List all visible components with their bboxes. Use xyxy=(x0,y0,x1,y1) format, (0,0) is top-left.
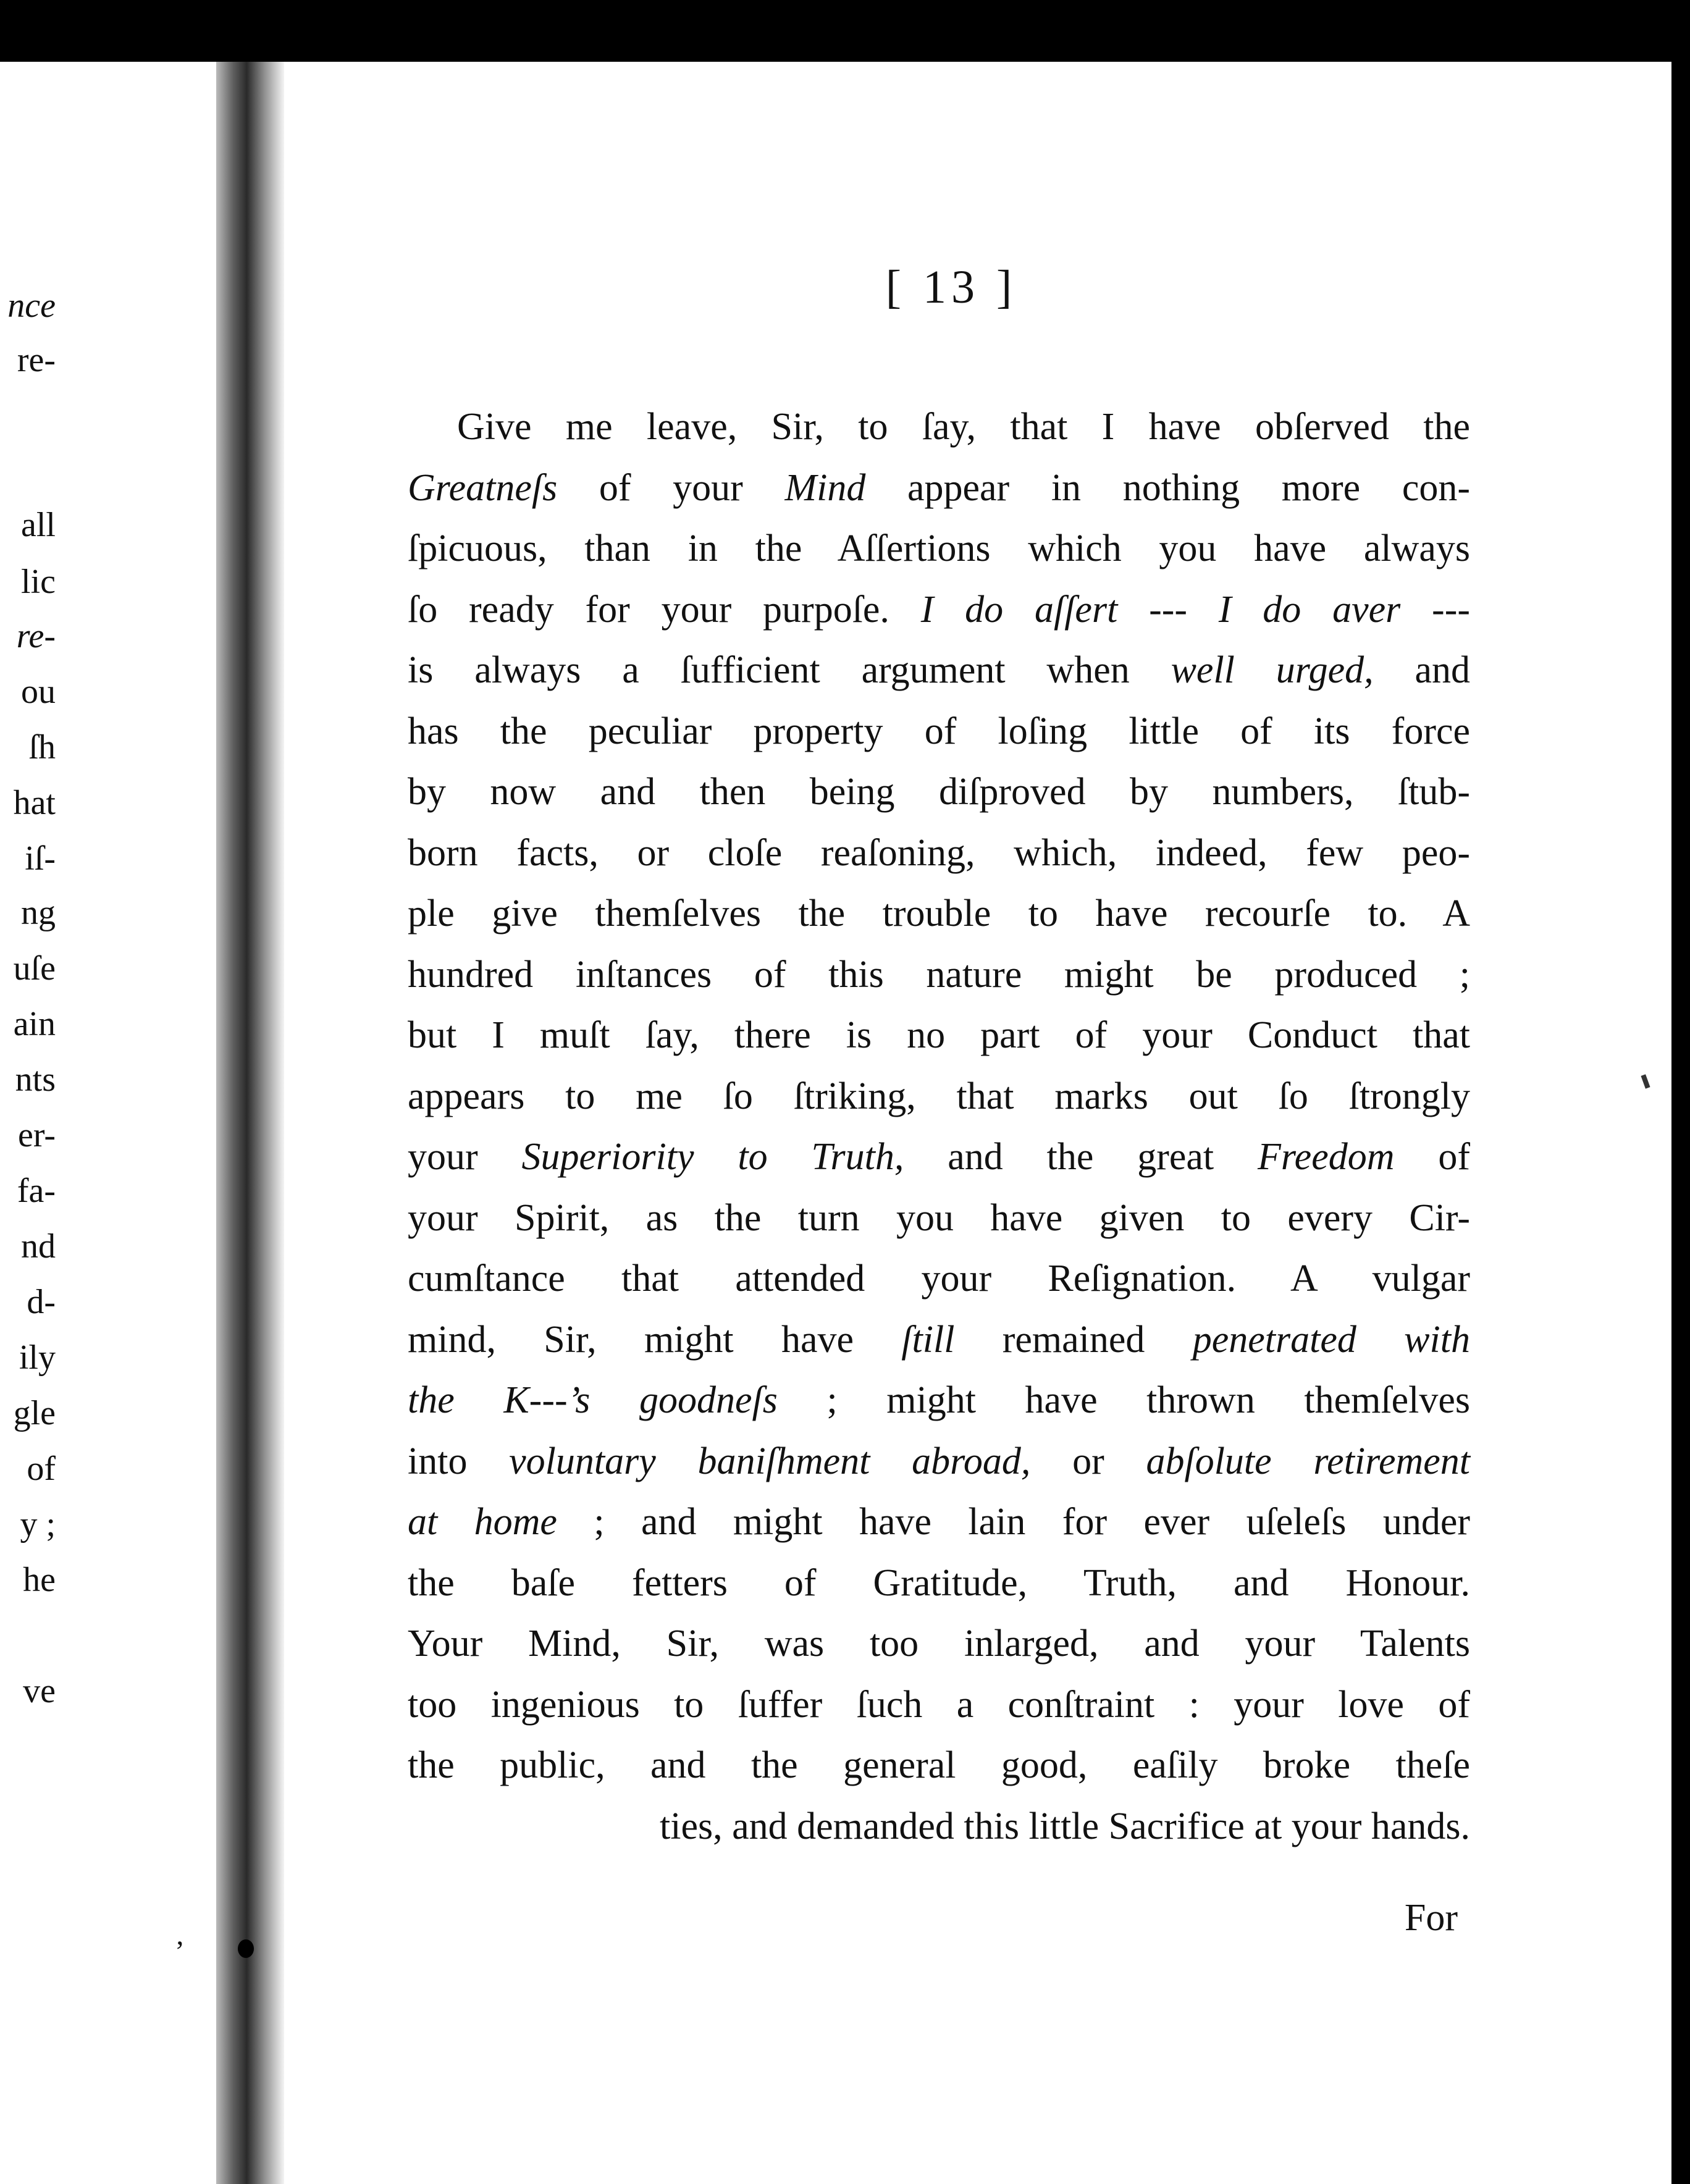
scan-border-top xyxy=(0,0,1690,62)
facing-page-fragment: all xyxy=(21,506,56,544)
text-line xyxy=(408,1188,1470,1249)
text-segment: and the great xyxy=(904,1136,1258,1178)
italic-text: ſtill xyxy=(901,1318,955,1361)
italic-text: well urged, xyxy=(1171,649,1374,691)
text-segment: your Spirit, as the turn you have given to every Cir- xyxy=(408,1196,1470,1239)
text-segment: the baſe fetters of Gratitude, Truth, and Honour. xyxy=(408,1561,1470,1604)
binding-hole xyxy=(238,1939,254,1958)
text-line xyxy=(408,640,1470,701)
text-segment: the public, and the general good, eaſily broke theſe xyxy=(408,1744,1470,1786)
facing-page-fragment: nd xyxy=(21,1227,56,1266)
italic-text: Freedom xyxy=(1257,1136,1395,1178)
text-line xyxy=(408,1613,1470,1674)
text-segment: ple give themſelves the trouble to have recourſe to. A xyxy=(408,892,1470,934)
text-segment: hundred inſtances of this nature might be produced ; xyxy=(408,953,1470,996)
text-segment: ſpicuous, than in the Aſſertions which you have always xyxy=(408,527,1470,569)
facing-page-fragment: nce xyxy=(7,287,56,325)
text-line xyxy=(408,1309,1470,1371)
text-segment: appear in nothing more con- xyxy=(865,466,1470,509)
facing-page-fragment: gle xyxy=(13,1394,56,1432)
facing-page-fragment: he xyxy=(23,1561,56,1599)
italic-text: at home xyxy=(408,1501,557,1543)
text-line xyxy=(408,944,1470,1006)
text-segment: born facts, or cloſe reaſoning, which, indeed, few peo- xyxy=(408,831,1470,874)
text-line xyxy=(408,823,1470,884)
italic-text: penetrated with xyxy=(1192,1318,1470,1361)
facing-page-fragment: re- xyxy=(17,341,56,379)
facing-page-fragment: ain xyxy=(13,1005,56,1043)
facing-page-fragment: of xyxy=(27,1450,56,1488)
text-segment: ; might have thrown themſelves xyxy=(777,1379,1470,1421)
text-line xyxy=(408,762,1470,823)
facing-page-fragment: ily xyxy=(19,1338,56,1377)
text-segment: into xyxy=(408,1440,510,1482)
text-segment: and xyxy=(1373,649,1470,691)
text-line xyxy=(408,1735,1470,1796)
italic-text: Greatneſs xyxy=(408,466,558,509)
text-segment: is always a ſufficient argument when xyxy=(408,649,1171,691)
text-line xyxy=(408,1492,1470,1553)
page-number: [ 13 ] xyxy=(885,261,1017,313)
facing-page-fragment: re- xyxy=(16,617,56,655)
text-line xyxy=(408,579,1470,640)
text-line xyxy=(408,458,1470,519)
facing-page-fragment xyxy=(0,439,56,498)
text-segment: ; and might have lain for ever uſeleſs under xyxy=(557,1501,1470,1543)
facing-page-stray-mark: ’ xyxy=(175,1935,185,1968)
facing-page-fragment: d- xyxy=(27,1283,56,1321)
text-line xyxy=(408,1431,1470,1492)
italic-text: Mind xyxy=(784,466,866,509)
text-segment: Give me leave, Sir, to ſay, that I have obſerved the xyxy=(457,406,1470,448)
text-segment: mind, Sir, might have xyxy=(408,1318,902,1361)
facing-page-fragment: ſh xyxy=(28,728,56,766)
facing-page-fragment: ve xyxy=(23,1672,56,1710)
facing-page-fragment: iſ- xyxy=(25,839,56,878)
text-segment: remained xyxy=(954,1318,1193,1361)
text-line xyxy=(408,1248,1470,1309)
facing-page-fragment: uſe xyxy=(13,949,56,988)
facing-page-fragment: lic xyxy=(21,563,56,601)
facing-page-fragment: nts xyxy=(15,1060,56,1099)
catchword: For xyxy=(1404,1897,1458,1939)
text-line xyxy=(408,1370,1470,1431)
text-segment: or xyxy=(1030,1440,1146,1482)
text-segment: by now and then being diſproved by numbers, ſtub- xyxy=(408,771,1470,813)
facing-page-fragment: ou xyxy=(21,673,56,711)
text-segment: of xyxy=(1394,1136,1471,1178)
body-text xyxy=(408,397,1470,1857)
italic-text: voluntary baniſhment abroad, xyxy=(509,1440,1031,1482)
text-segment: ties, and demanded this little Sacrifice at your hands. xyxy=(660,1805,1470,1847)
facing-page-fragment: y ; xyxy=(20,1505,56,1544)
facing-page-fragment: fa- xyxy=(17,1172,56,1210)
text-segment: appears to me ſo ſtriking, that marks out ſo ſtrongly xyxy=(408,1075,1470,1117)
facing-page-fragment xyxy=(0,385,56,444)
book-gutter xyxy=(216,43,284,2184)
text-segment: cumſtance that attended your Reſignation. A vulgar xyxy=(408,1258,1470,1300)
text-segment: your xyxy=(408,1136,522,1178)
text-segment: of your xyxy=(557,466,785,509)
text-line xyxy=(408,518,1470,579)
text-line xyxy=(408,1674,1470,1736)
text-segment: too ingenious to ſuffer ſuch a conſtraint : your love of xyxy=(408,1683,1470,1726)
text-segment: ſo ready for your purpoſe. xyxy=(408,588,921,631)
italic-text: abſolute retirement xyxy=(1146,1440,1471,1482)
italic-text: I do aſſert --- I do aver --- xyxy=(920,588,1470,631)
text-line xyxy=(408,1796,1470,1857)
text-line xyxy=(408,883,1470,944)
facing-page-fragment: er- xyxy=(17,1116,56,1154)
text-line xyxy=(408,1005,1470,1066)
text-line xyxy=(408,1553,1470,1614)
text-line xyxy=(408,1066,1470,1127)
facing-page-fragment: ng xyxy=(21,894,56,932)
facing-page-fragment xyxy=(0,1606,56,1665)
italic-text: the K---’s goodneſs xyxy=(408,1379,778,1421)
italic-text: Superiority to Truth, xyxy=(521,1136,904,1178)
text-segment: but I muſt ſay, there is no part of your Conduct that xyxy=(408,1014,1470,1056)
text-segment: Your Mind, Sir, was too inlarged, and your Talents xyxy=(408,1623,1470,1665)
text-line xyxy=(408,1127,1470,1188)
text-line xyxy=(408,397,1470,458)
facing-page-fragment: hat xyxy=(13,784,56,822)
scan-border-right xyxy=(1671,0,1690,2184)
text-segment: has the peculiar property of loſing little of its force xyxy=(408,710,1470,752)
text-line xyxy=(408,701,1470,762)
